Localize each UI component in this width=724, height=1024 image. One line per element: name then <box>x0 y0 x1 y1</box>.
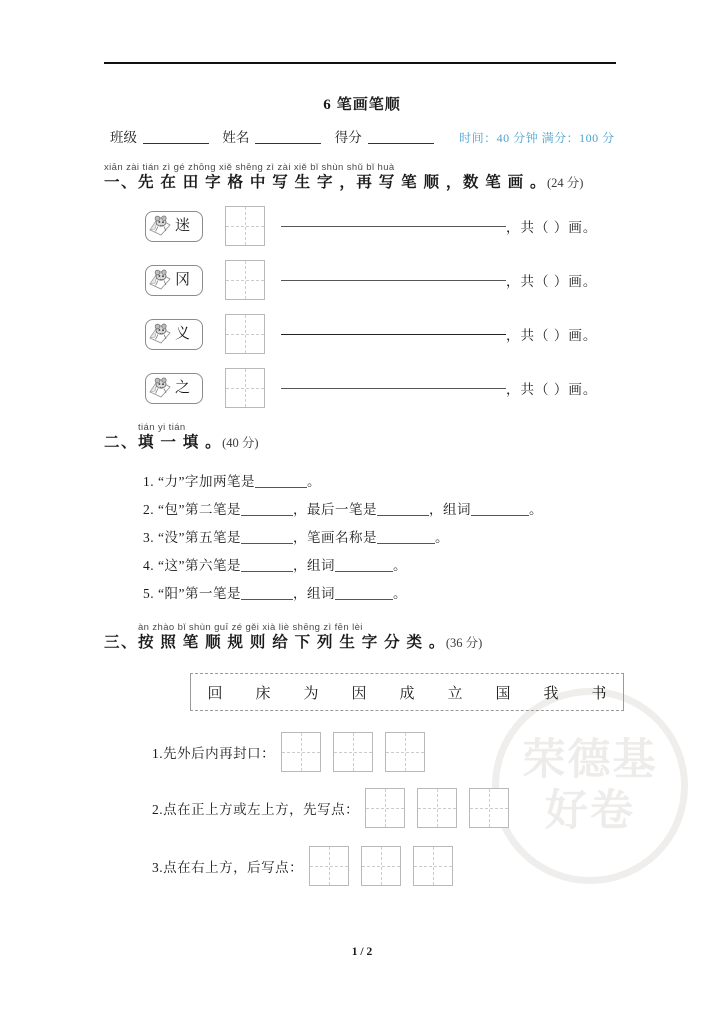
q1-answer-line[interactable] <box>281 334 506 335</box>
q2-blank[interactable] <box>241 531 293 544</box>
bank-char[interactable]: 我 <box>543 685 559 702</box>
bank-char[interactable]: 床 <box>255 685 271 702</box>
section-2-pinyin: tián yi tián <box>138 422 186 433</box>
watermark-bottom-text: 好卷 <box>545 788 635 835</box>
char-badge <box>145 211 203 242</box>
q2-item-3-end: 。 <box>434 530 449 545</box>
q2-blank[interactable] <box>255 475 307 488</box>
name-input-blank[interactable] <box>255 130 321 144</box>
char-badge-character: 义 <box>175 325 191 342</box>
char-badge-character: 之 <box>175 379 191 396</box>
tianzige-box[interactable] <box>385 732 425 772</box>
char-badge <box>145 373 203 404</box>
bank-char[interactable]: 立 <box>447 685 463 702</box>
bank-char[interactable]: 回 <box>207 685 223 702</box>
tianzige-box[interactable] <box>469 788 509 828</box>
q2-item-5 <box>143 582 407 602</box>
char-badge <box>145 265 203 296</box>
q1-tail-text: ，共（ ）画。 <box>506 274 598 289</box>
tianzige-box[interactable] <box>281 732 321 772</box>
q1-tail-text: ，共（ ）画。 <box>506 382 598 397</box>
character-bank <box>190 673 624 711</box>
q2-blank[interactable] <box>241 587 293 600</box>
tianzige-box[interactable] <box>365 788 405 828</box>
tianzige-box[interactable] <box>413 846 453 886</box>
q3-row-3-label: 3.点在右上方，后写点： <box>152 860 304 875</box>
title-text: 笔画笔顺 <box>336 97 401 113</box>
q1-answer-line[interactable] <box>281 280 506 281</box>
score-label: 得分 <box>334 130 362 145</box>
name-label: 姓名 <box>222 130 250 145</box>
q2-item-2-text-b: ，最后一笔是 <box>292 502 377 517</box>
q3-row-1-boxes <box>281 732 437 772</box>
q1-row <box>145 313 597 355</box>
q3-row-1 <box>152 731 437 773</box>
q2-item-4 <box>143 554 407 574</box>
q2-blank[interactable] <box>377 503 429 516</box>
tianzige-box[interactable] <box>309 846 349 886</box>
q2-item-3-text-b: ，笔画名称是 <box>292 530 377 545</box>
section-3-heading <box>104 622 644 652</box>
class-label: 班级 <box>110 130 137 145</box>
section-3-points: (36 分) <box>445 636 483 650</box>
q2-item-5-text-b: ，组词 <box>292 586 335 601</box>
page-title <box>0 93 724 114</box>
watermark-top-text: 荣德基 <box>522 737 658 784</box>
page-footer: 1 / 2 <box>351 946 373 958</box>
q3-row-2 <box>152 787 521 829</box>
tianzige-box[interactable] <box>225 368 265 408</box>
char-badge-character: 迷 <box>175 217 191 234</box>
q2-item-1-end: 。 <box>306 474 321 489</box>
q2-item-4-text-b: ，组词 <box>292 558 335 573</box>
q2-blank[interactable] <box>335 587 393 600</box>
tianzige-box[interactable] <box>333 732 373 772</box>
q2-item-4-text-a: 4. “这”第六笔是 <box>143 558 241 573</box>
mouse-icon <box>148 321 174 347</box>
mouse-icon <box>148 213 174 239</box>
score-input-blank[interactable] <box>368 130 434 144</box>
tianzige-box[interactable] <box>417 788 457 828</box>
bank-char[interactable]: 书 <box>591 685 607 702</box>
bank-char[interactable]: 为 <box>303 685 319 702</box>
q2-item-2-end: 。 <box>528 502 543 517</box>
bank-char[interactable]: 因 <box>351 685 367 702</box>
mouse-icon <box>148 267 174 293</box>
section-2-title <box>104 434 644 452</box>
q1-tail-text: ，共（ ）画。 <box>506 328 598 343</box>
q2-blank[interactable] <box>377 531 435 544</box>
watermark-stamp <box>492 688 688 884</box>
q2-item-4-end: 。 <box>392 558 407 573</box>
q1-answer-line[interactable] <box>281 226 506 227</box>
q2-blank[interactable] <box>241 503 293 516</box>
q2-item-1-text: 1. “力”字加两笔是 <box>143 474 255 489</box>
section-3-title <box>104 634 644 652</box>
q1-tail-text: ，共（ ）画。 <box>506 220 598 235</box>
q2-blank[interactable] <box>471 503 529 516</box>
q3-row-2-boxes <box>365 788 521 828</box>
q1-row <box>145 367 597 409</box>
section-1-title-text: 一、先 在 田 字 格 中 写 生 字 ，再 写 笔 顺 ，数 笔 画 。 <box>104 174 548 191</box>
q2-item-2-text-c: ，组词 <box>428 502 471 517</box>
student-info-line <box>110 126 620 146</box>
q2-item-1 <box>143 470 321 490</box>
char-badge-character: 冈 <box>175 271 191 288</box>
q2-item-2-text-a: 2. “包”第二笔是 <box>143 502 241 517</box>
section-1-points: (24 分) <box>547 176 584 190</box>
section-3-title-text: 三、按 照 笔 顺 规 则 给 下 列 生 字 分 类 。 <box>104 634 446 651</box>
class-input-blank[interactable] <box>143 130 209 144</box>
exam-meta: 时间：40 分钟 满分：100 分 <box>459 131 615 145</box>
tianzige-box[interactable] <box>225 314 265 354</box>
bank-char[interactable]: 成 <box>399 685 415 702</box>
section-2-heading <box>104 422 644 452</box>
q2-item-2 <box>143 498 543 518</box>
tianzige-box[interactable] <box>225 260 265 300</box>
section-1-pinyin: xiān zài tián zì gé zhōng xiě shēng zì zài xiě bǐ shùn shǔ bǐ huà <box>104 162 395 173</box>
q2-item-5-text-a: 5. “阳”第一笔是 <box>143 586 241 601</box>
title-number: 6 <box>323 97 332 113</box>
mouse-icon <box>148 375 174 401</box>
tianzige-box[interactable] <box>225 206 265 246</box>
section-1-heading <box>104 162 644 192</box>
q3-row-1-label: 1.先外后内再封口： <box>152 746 276 761</box>
q1-row <box>145 205 597 247</box>
q1-answer-line[interactable] <box>281 388 506 389</box>
q2-blank[interactable] <box>335 559 393 572</box>
tianzige-box[interactable] <box>361 846 401 886</box>
section-2-points: (40 分) <box>222 436 259 450</box>
q3-row-2-label: 2.点在正上方或左上方，先写点： <box>152 802 360 817</box>
header-rule <box>104 62 616 64</box>
section-2-title-text: 二、填 一 填 。 <box>104 434 223 451</box>
q2-blank[interactable] <box>241 559 293 572</box>
section-3-pinyin: àn zhào bǐ shùn guī zé gěi xià liè shēng zì fēn lèi <box>138 622 363 633</box>
section-1-title <box>104 174 644 192</box>
q2-item-3 <box>143 526 449 546</box>
q3-row-3 <box>152 845 465 887</box>
q2-item-3-text-a: 3. “没”第五笔是 <box>143 530 241 545</box>
char-badge <box>145 319 203 350</box>
q1-row <box>145 259 597 301</box>
bank-char[interactable]: 国 <box>495 685 511 702</box>
q2-item-5-end: 。 <box>392 586 407 601</box>
q3-row-3-boxes <box>309 846 465 886</box>
